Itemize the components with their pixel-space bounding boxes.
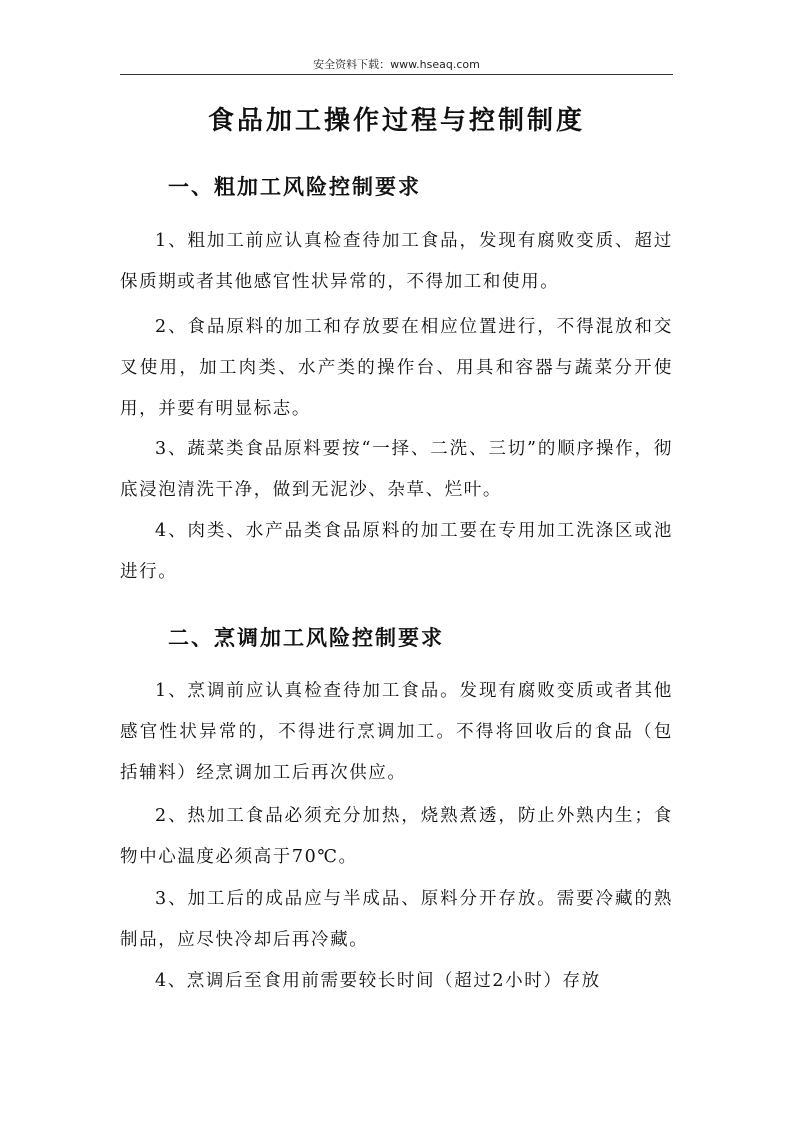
header-divider xyxy=(120,74,673,75)
paragraph: 1、粗加工前应认真检查待加工食品，发现有腐败变质、超过保质期或者其他感官性状异常的，不得加工和使用。 xyxy=(120,231,673,292)
paragraph: 3、加工后的成品应与半成品、原料分开存放。需要冷藏的熟制品，应尽快冷却后再冷藏。 xyxy=(120,889,673,950)
paragraph: 4、烹调后至食用前需要较长时间（超过2小时）存放 xyxy=(155,971,601,991)
section-heading-1: 一、粗加工风险控制要求 xyxy=(168,174,421,199)
paragraph: 1、烹调前应认真检查待加工食品。发现有腐败变质或者其他感官性状异常的，不得进行烹调加工。不得将回收后的食品（包括辅料）经烹调加工后再次供应。 xyxy=(120,681,673,783)
section-heading-2: 二、烹调加工风险控制要求 xyxy=(168,625,444,650)
paragraph: 2、热加工食品必须充分加热，烧熟煮透，防止外熟内生；食物中心温度必须高于70℃。 xyxy=(120,806,673,867)
paragraph: 4、肉类、水产品类食品原料的加工要在专用加工洗涤区或池进行。 xyxy=(120,521,673,582)
page-header: 安全资料下载：www.hseaq.com xyxy=(313,58,480,71)
paragraph: 3、蔬菜类食品原料要按“一择、二洗、三切”的顺序操作，彻底浸泡清洗干净，做到无泥沙、杂草、烂叶。 xyxy=(120,439,673,500)
paragraph: 2、食品原料的加工和存放要在相应位置进行，不得混放和交叉使用，加工肉类、水产类的操作台、用具和容器与蔬菜分开使用，并要有明显标志。 xyxy=(120,317,673,419)
document-title: 食品加工操作过程与控制制度 xyxy=(207,106,585,136)
